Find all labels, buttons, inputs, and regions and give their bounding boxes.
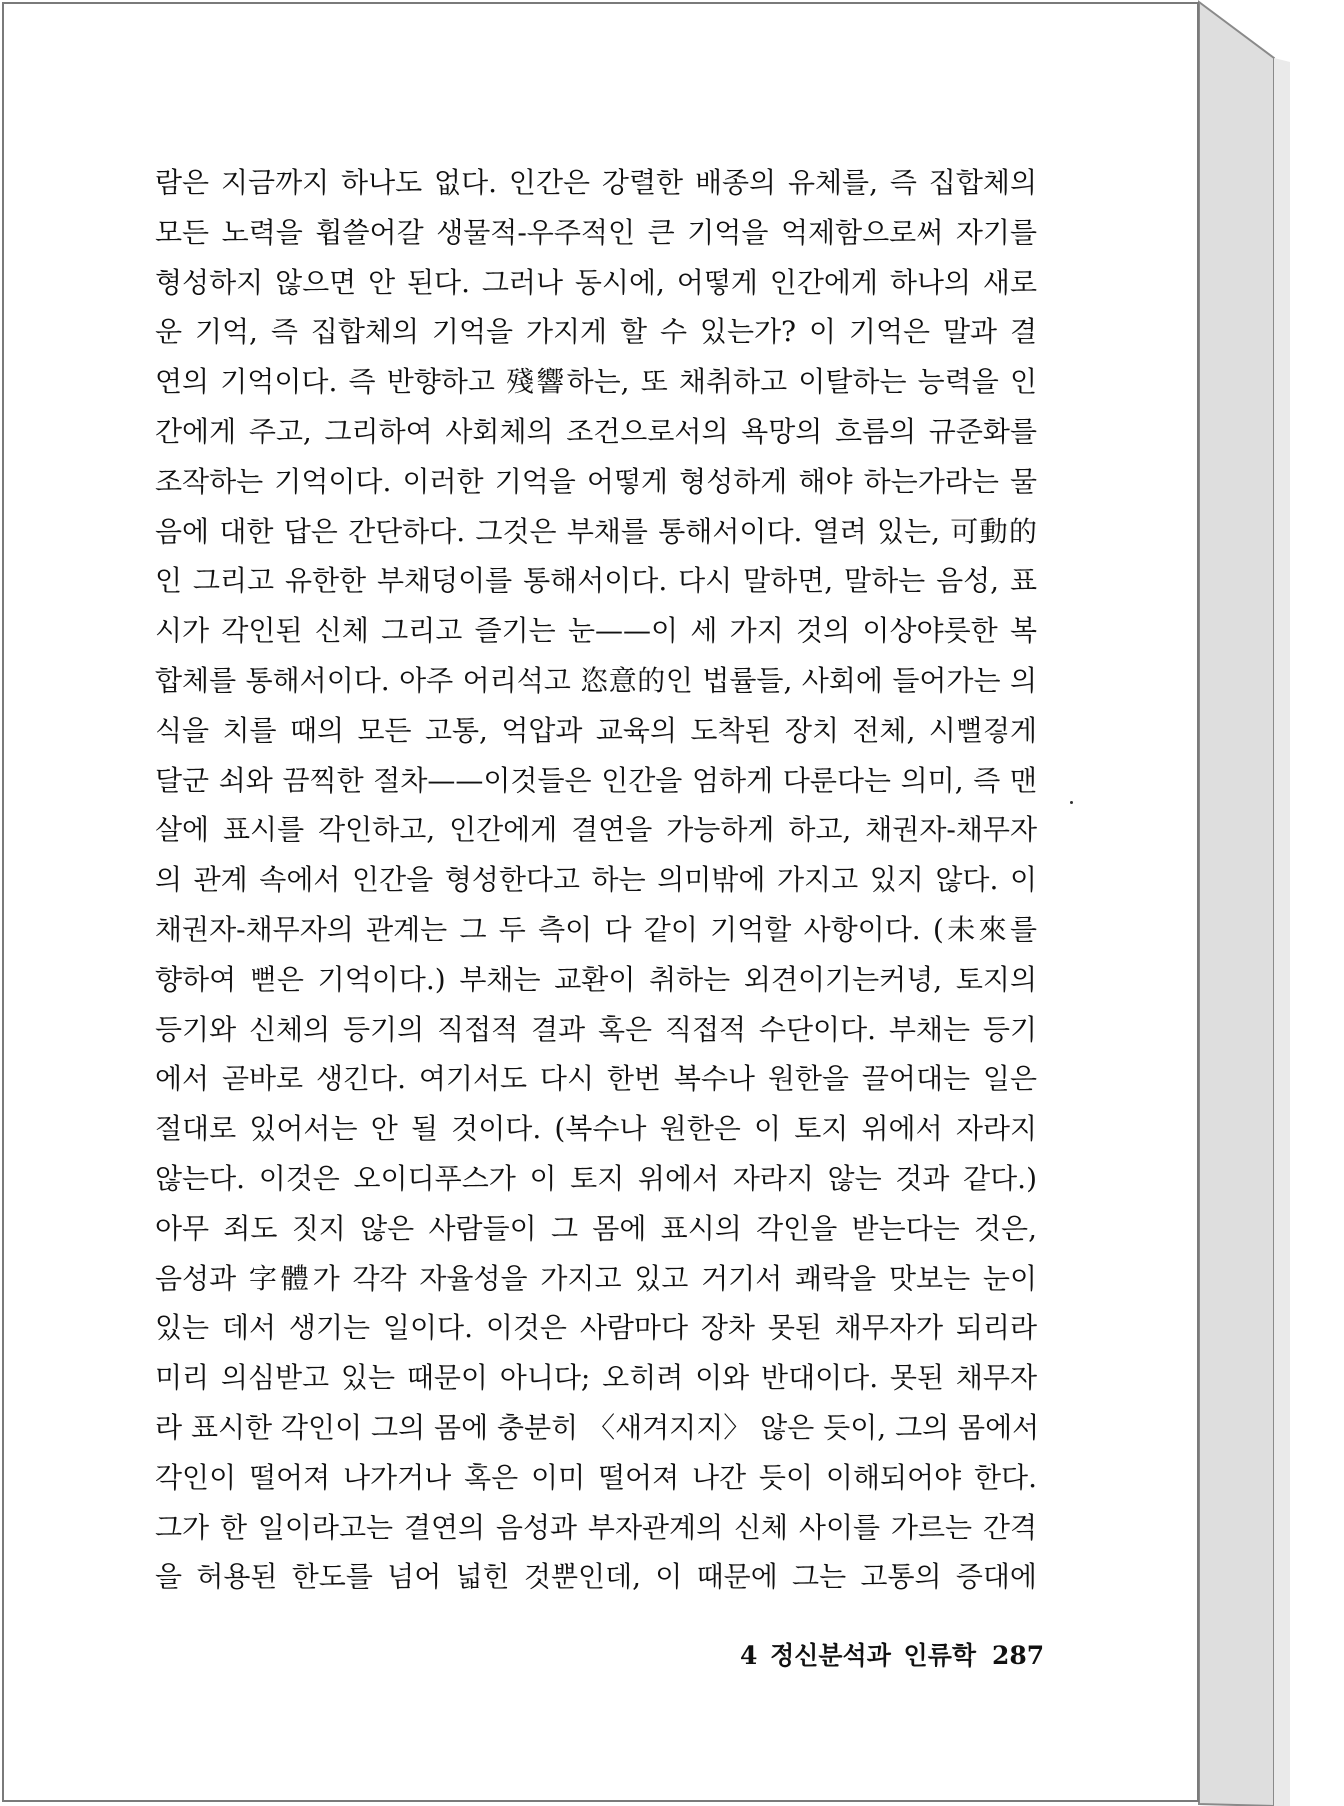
text-line: 아무 죄도 짓지 않은 사람들이 그 몸에 표시의 각인을 받는다는 것은, bbox=[155, 1211, 1037, 1245]
text-line: 합체를 통해서이다. 아주 어리석고 恣意的인 법률들, 사회에 들어가는 의 bbox=[155, 663, 1037, 697]
text-line: 향하여 뻗은 기억이다.) 부채는 교환이 취하는 외견이기는커녕, 토지의 bbox=[155, 962, 1037, 996]
text-line: 식을 치를 때의 모든 고통, 억압과 교육의 도착된 장치 전체, 시뻘겋게 bbox=[155, 713, 1037, 747]
text-line: 의 관계 속에서 인간을 형성한다고 하는 의미밖에 가지고 있지 않다. 이 bbox=[155, 863, 1037, 897]
text-line: 있는 데서 생기는 일이다. 이것은 사람마다 장차 못된 채무자가 되리라 bbox=[155, 1311, 1037, 1345]
text-line: 음에 대한 답은 간단하다. 그것은 부채를 통해서이다. 열려 있는, 可動的 bbox=[155, 514, 1037, 548]
text-line: 람은 지금까지 하나도 없다. 인간은 강렬한 배종의 유체를, 즉 집합체의 bbox=[155, 166, 1037, 199]
text-line: 라 표시한 각인이 그의 몸에 충분히 〈새겨지지〉 않은 듯이, 그의 몸에서 bbox=[155, 1410, 1040, 1444]
text-line: 미리 의심받고 있는 때문이 아니다; 오히려 이와 반대이다. 못된 채무자 bbox=[155, 1361, 1037, 1395]
text-line: 조작하는 기억이다. 이러한 기억을 어떻게 형성하게 해야 하는가라는 물 bbox=[155, 464, 1037, 498]
text-line: 연의 기억이다. 즉 반향하고 殘響하는, 또 채취하고 이탈하는 능력을 인 bbox=[155, 365, 1037, 399]
text-line: 모든 노력을 휩쓸어갈 생물적-우주적인 큰 기억을 억제함으로써 자기를 bbox=[155, 215, 1037, 249]
text-line: 에서 곧바로 생긴다. 여기서도 다시 한번 복수나 원한을 끌어대는 일은 bbox=[155, 1062, 1037, 1096]
text-line: 을 허용된 한도를 넘어 넓힌 것뿐인데, 이 때문에 그는 고통의 증대에 bbox=[155, 1560, 1037, 1594]
text-line: 채권자-채무자의 관계는 그 두 측이 다 같이 기억할 사항이다. (未來를 bbox=[155, 912, 1037, 946]
text-line: 않는다. 이것은 오이디푸스가 이 토지 위에서 자라지 않는 것과 같다.) bbox=[155, 1161, 1037, 1195]
text-line: 시가 각인된 신체 그리고 즐기는 눈——이 세 가지 것의 이상야릇한 복 bbox=[155, 614, 1037, 648]
text-line: 음성과 字體가 각각 자율성을 가지고 있고 거기서 쾌락을 맛보는 눈이 bbox=[155, 1261, 1037, 1295]
text-line: 간에게 주고, 그리하여 사회체의 조건으로서의 욕망의 흐름의 규준화를 bbox=[155, 414, 1037, 448]
text-line: 운 기억, 즉 집합체의 기억을 가지게 할 수 있는가? 이 기억은 말과 결 bbox=[155, 315, 1037, 349]
text-line: 등기와 신체의 등기의 직접적 결과 혹은 직접적 수단이다. 부채는 등기 bbox=[155, 1012, 1037, 1046]
text-line: 각인이 떨어져 나가거나 혹은 이미 떨어져 나간 듯이 이해되어야 한다. bbox=[155, 1460, 1037, 1494]
text-line: 절대로 있어서는 안 될 것이다. (복수나 원한은 이 토지 위에서 자라지 bbox=[155, 1112, 1037, 1146]
page-number: 287 bbox=[992, 1641, 1045, 1670]
running-footer: 4 정신분석과 인류학 bbox=[740, 1641, 977, 1670]
body-text bbox=[155, 158, 1040, 1602]
text-line: 달군 쇠와 끔찍한 절차——이것들은 인간을 엄하게 다룬다는 의미, 즉 맨 bbox=[155, 763, 1037, 797]
text-line: 그가 한 일이라고는 결연의 음성과 부자관계의 신체 사이를 가르는 간격 bbox=[155, 1510, 1037, 1544]
page-footer bbox=[740, 1636, 1045, 1672]
text-line: 형성하지 않으면 안 된다. 그러나 동시에, 어떻게 인간에게 하나의 새로 bbox=[155, 265, 1037, 299]
book-spine-shadow bbox=[1274, 58, 1290, 1806]
text-line: 인 그리고 유한한 부채덩이를 통해서이다. 다시 말하면, 말하는 음성, 표 bbox=[155, 564, 1037, 598]
stray-ink-dot bbox=[1070, 801, 1073, 804]
text-line: 살에 표시를 각인하고, 인간에게 결연을 가능하게 하고, 채권자-채무자 bbox=[155, 813, 1037, 847]
page-stack-edge bbox=[1199, 2, 1274, 1806]
